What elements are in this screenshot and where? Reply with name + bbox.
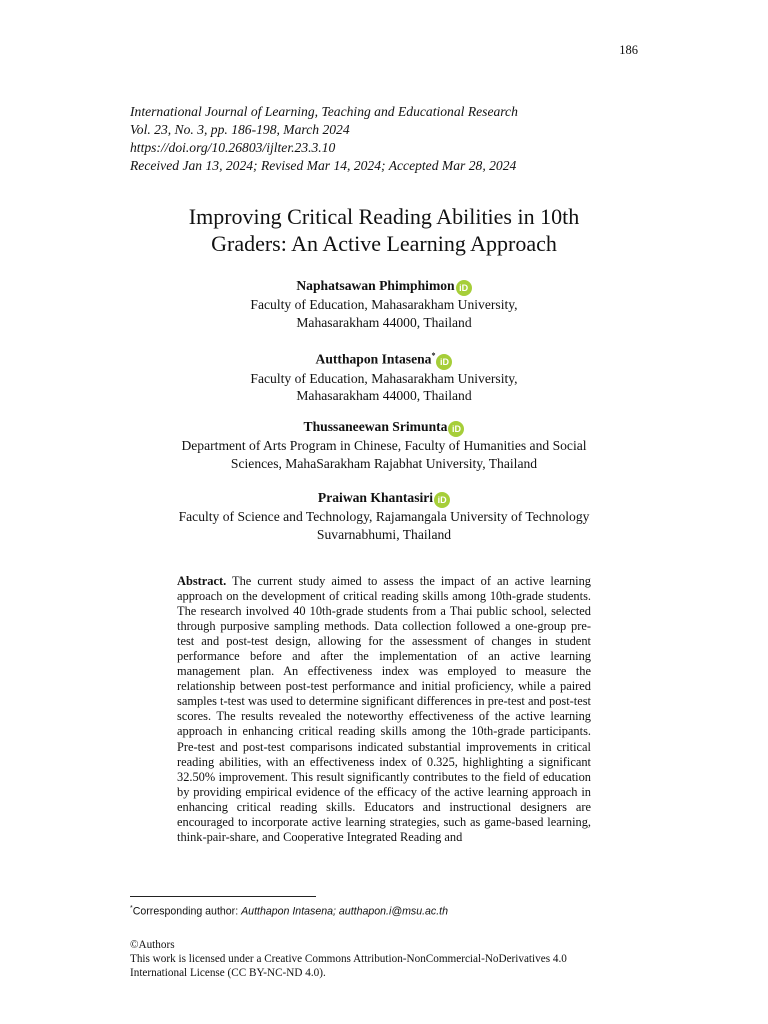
orcid-icon[interactable]: iD [436,354,452,370]
orcid-icon[interactable]: iD [448,421,464,437]
license-line[interactable]: This work is licensed under a Creative Commons Attribution-NonCommercial-NoDerivatives 4.0 [130,953,567,965]
abstract-text: The current study aimed to assess the impact of an active learning approach on the development of critical reading skills among 10th-grade students. The research involved 40 10th-grade students from a Thai public school, selected through purposive sampling methods. Data collection followed a one-group pre-test and post-test design, allowing for the assessment of changes in student performance before and after the implementation of an active learning management plan. An effectiveness index was employed to measure the relationship between post-test performance and initial proficiency, while a paired samples t-test was used to determine significant differences in pre-test and post-test scores. The results revealed the noteworthy effectiveness of the active learning approach in enhancing critical reading skills among the 10th-grade participants. Pre-test and post-test comparisons indicated substantial improvements in critical reading abilities, with an effectiveness index of 0.325, highlighting a significant 32.50% improvement. This result significantly contributes to the field of education by providing empirical evidence of the efficacy of the active learning approach in enhancing critical reading skills. Educators and instructional designers are encouraged to incorporate active learning strategies, such as game-based learning, think-pair-share, and Cooperative Integrated Reading and [177,574,591,844]
author-affiliation: Mahasarakham 44000, Thailand [296,314,472,330]
author-affiliation: Faculty of Science and Technology, Rajamangala University of Technology [178,509,590,524]
copyright-line: ©Authors [130,939,175,951]
author-name: Naphatsawan Phimphimon [296,278,455,293]
title-line-2: Graders: An Active Learning Approach [211,231,557,256]
abstract [177,574,591,845]
footnote-email[interactable]: autthapon.i@msu.ac.th [338,905,449,918]
footnote-mark: * [130,905,133,912]
orcid-icon[interactable]: iD [456,280,472,296]
journal-doi[interactable]: https://doi.org/10.26803/ijlter.23.3.10 [130,140,336,155]
corresponding-mark: * [431,351,436,360]
author-affiliation: Faculty of Education, Mahasarakham University, [250,370,518,386]
author-affiliation: Department of Arts Program in Chinese, Faculty of Humanities and Social [181,438,587,453]
author-name: Thussaneewan Srimunta [303,419,448,434]
author-name: Autthapon Intasena [315,351,432,367]
orcid-icon[interactable]: iD [434,492,450,508]
footnote [130,905,448,918]
author-block-4 [84,489,684,543]
author-affiliation: Mahasarakham 44000, Thailand [296,388,472,404]
footnote-author: Autthapon Intasena; [241,905,336,918]
title-line-1: Improving Critical Reading Abilities in 10th [188,204,580,229]
license-line: International License (CC BY-NC-ND 4.0). [130,967,326,979]
footnote-label: Corresponding author: [132,905,239,918]
page-number: 186 [619,43,638,57]
author-affiliation: Faculty of Education, Mahasarakham University, [250,297,518,312]
abstract-label: Abstract. [177,574,227,588]
author-block-1 [84,277,684,331]
author-block-2 [84,347,684,405]
paper-title [84,203,684,257]
journal-volume: Vol. 23, No. 3, pp. 186-198, March 2024 [130,122,350,137]
author-name: Praiwan Khantasiri [317,490,434,505]
license-block [130,938,650,980]
author-affiliation: Suvarnabhumi, Thailand [316,526,452,542]
journal-name: International Journal of Learning, Teaching and Educational Research [130,104,518,119]
author-block-3 [84,418,684,472]
journal-header [130,103,518,175]
journal-dates: Received Jan 13, 2024; Revised Mar 14, 2024; Accepted Mar 28, 2024 [130,158,517,173]
footnote-divider [130,896,316,897]
author-affiliation: Sciences, MahaSarakham Rajabhat University, Thailand [230,455,538,471]
